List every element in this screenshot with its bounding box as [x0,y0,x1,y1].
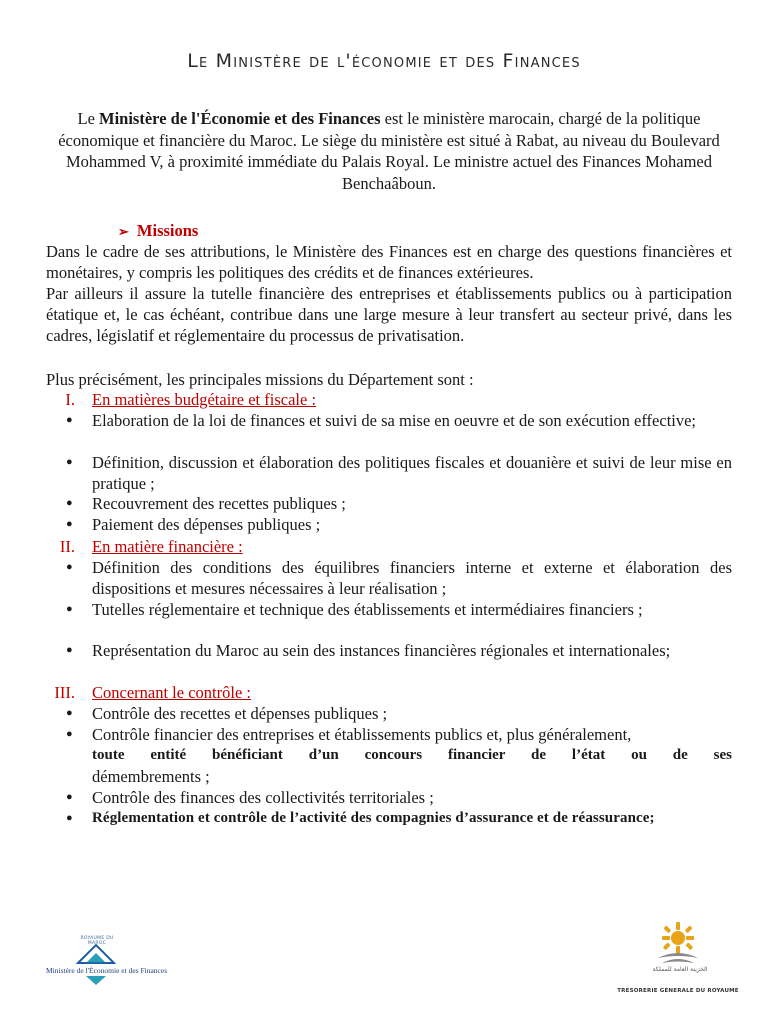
section-title: En matière financière : [92,537,243,556]
missions-paragraph-1: Dans le cadre de ses attributions, le Ministère des Finances est en charge des questions financières et monétaires, y compris les politiques des crédits et de finances extérieures. [46,242,732,282]
arrow-bullet-icon: ➢ [118,224,129,239]
bullet-icon: ● [66,414,73,426]
list-item-line: démembrements ; [92,767,210,786]
list-item-text: Définition, discussion et élaboration des politiques fiscales et douanière et suivi de leur mise en pratique ; [92,453,732,493]
bullet-icon: ● [66,518,73,530]
ministry-emblem-icon [76,941,116,965]
section-number: I. [65,390,75,409]
bullet-icon: ● [66,707,73,719]
bullet-icon: ● [66,728,73,740]
bullet-icon: ● [66,561,73,573]
document-title: Le Ministère de l'économie et des Finances [187,50,581,72]
section-number: II. [59,537,75,556]
section-2-heading [0,536,768,557]
section-3-heading [0,682,768,703]
ministry-logo [46,936,168,998]
list-item-line-bold: toute entité bénéficiant d’un concours financier de l’état ou de ses [92,747,732,763]
missions-heading-label: Missions [136,221,199,240]
bullet-icon: ● [66,603,73,615]
list-item-text: Définition des conditions des équilibres financiers interne et externe et élaboration des dispositions et mesures nécessaires à leur réalisation ; [92,558,732,598]
intro-prefix: Le [77,109,100,128]
logo-name: TRESORERIE GENERALE DU ROYAUME [617,988,739,994]
intro-text: est le ministère marocain, chargé de la politique économique et financière du Maroc. Le siège du ministère est situé à Rabat, au niveau du Boulevard Mohammed V, à proximité immédiate du Palais Royal. Le ministre actuel des Finances Mohamed Benchaâboun. [58,109,720,193]
list-item-text [92,808,732,829]
missions-heading [118,221,198,242]
bullet-icon: ● [66,791,73,803]
logo-top-text: ROYAUME DU MAROC [80,936,114,946]
list-item-text: Représentation du Maroc au sein des instances financières régionales et internationales; [92,641,671,660]
section-title: Concernant le contrôle : [92,683,251,702]
list-item-text [92,724,732,787]
bullet-icon: ● [66,812,73,824]
bullet-icon: ● [66,456,73,468]
bullet-icon: ● [66,497,73,509]
tresorerie-emblem-icon [648,918,708,968]
list-item-text: Contrôle des finances des collectivités territoriales ; [92,788,434,807]
intro-ministry-name: Ministère de l'Économie et des Finances [99,109,381,128]
section-number: III. [54,683,75,702]
bullet-icon: ● [66,644,73,656]
list-item-text: Recouvrement des recettes publiques ; [92,494,346,513]
section-title: En matières budgétaire et fiscale : [92,390,317,409]
tresorerie-logo [608,910,748,1010]
list-item-text: Tutelles réglementaire et technique des établissements et intermédiaires financiers ; [92,600,643,619]
logo-name: Ministère de l'Économie et des Finances [46,966,168,975]
list-item-line: Contrôle financier des entreprises et établissements publics et, plus généralement, [92,725,632,744]
intro-paragraph [46,108,732,194]
list-item-text: Paiement des dépenses publiques ; [92,515,321,534]
section-1-heading [0,389,768,410]
list-item-line-bold: Réglementation et contrôle de l’activité des compagnies d’assurance et de réassurance; [92,810,655,826]
missions-paragraph-2: Par ailleurs il assure la tutelle financière des entreprises et établissements publics ou à participation étatique et, le cas échéant, contribue dans une large mesure à leur transfert au secteur privé, dans les cadres, législatif et réglementaire du processus de privatisation. [46,284,732,345]
logo-mark-icon [86,976,106,986]
list-item-text: Contrôle des recettes et dépenses publiques ; [92,704,388,723]
list-item-text: Elaboration de la loi de finances et suivi de sa mise en oeuvre et de son exécution effective; [92,411,697,430]
missions-paragraph-3: Plus précisément, les principales missions du Département sont : [46,370,474,389]
logo-arabic-text: الخزينة العامة للمملكة [652,966,708,973]
